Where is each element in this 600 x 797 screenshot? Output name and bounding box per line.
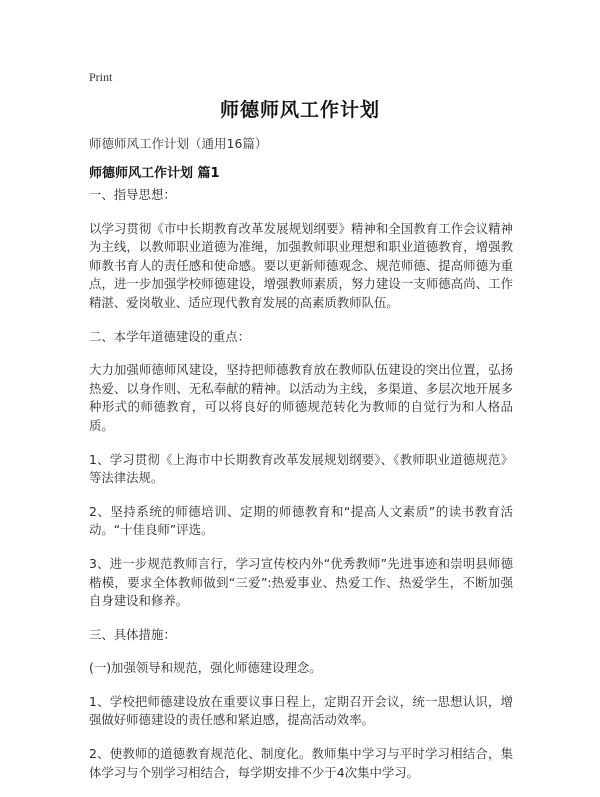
document-title: 师德师风工作计划 xyxy=(219,99,380,121)
list-item-3: 3、进一步规范教师言行，学习宣传校内外“优秀教师”先进事迹和崇明县师德楷模，要求全体教师做到“三爱”:热爱事业、热爱工作、热爱学生，不断加强自身建设和修养。 xyxy=(89,555,513,609)
document-body xyxy=(89,186,513,797)
measure-item-1: 1、学校把师德建设放在重要议事日程上，定期召开会议，统一思想认识，增强做好师德建设的责任感和紧迫感，提高活动效率。 xyxy=(89,693,513,728)
list-item-1: 1、学习贯彻《上海市中长期教育改革发展规划纲要》、《教师职业道德规范》等法律法规。 xyxy=(89,451,513,486)
heading-key-points: 二、本学年道德建设的重点： xyxy=(89,328,251,344)
measure-item-2: 2、使教师的道德教育规范化、制度化。教师集中学习与平时学习相结合，集体学习与个别学习相结合，每学期安排不少于4次集中学习。 xyxy=(89,746,513,780)
list-item-2: 2、坚持系统的师德培训、定期的师德教育和“提高人文素质”的读书教育活动。“十佳良师”评选。 xyxy=(89,503,513,538)
heading-guiding-ideology: 一、指导思想： xyxy=(89,187,176,202)
document-subtitle: 师德师风工作计划（通用16篇） xyxy=(89,136,268,151)
paragraph-guiding-ideology: 以学习贯彻《市中长期教育改革发展规划纲要》精神和全国教育工作会议精神为主线，以教师职业道德为准绳，加强教师职业理想和职业道德教育，增强教师教书育人的责任感和使命感。要以更新师德观念、规范师德、提高师德为重点，进一步加强学校师德建设，增强教师素质，努力建设一支师德高尚、工作精湛、爱岗敬业、适应现代教育发展的高素质教师队伍。 xyxy=(89,220,513,310)
subheading-leadership: (一)加强领导和规范，强化师德建设理念。 xyxy=(89,660,322,676)
paragraph-key-points: 大力加强师德师风建设，坚持把师德教育放在教师队伍建设的突出位置，弘扬热爱、以身作则、无私奉献的精神。以活动为主线，多渠道、多层次地开展多种形式的师德教育，可以将良好的师德规范转化为教师的自觉行为和人格品质。 xyxy=(89,362,513,433)
section-title: 师德师风工作计划 篇1 xyxy=(89,166,220,181)
heading-measures: 三、具体措施： xyxy=(89,626,176,642)
print-link[interactable]: Print xyxy=(89,70,113,84)
